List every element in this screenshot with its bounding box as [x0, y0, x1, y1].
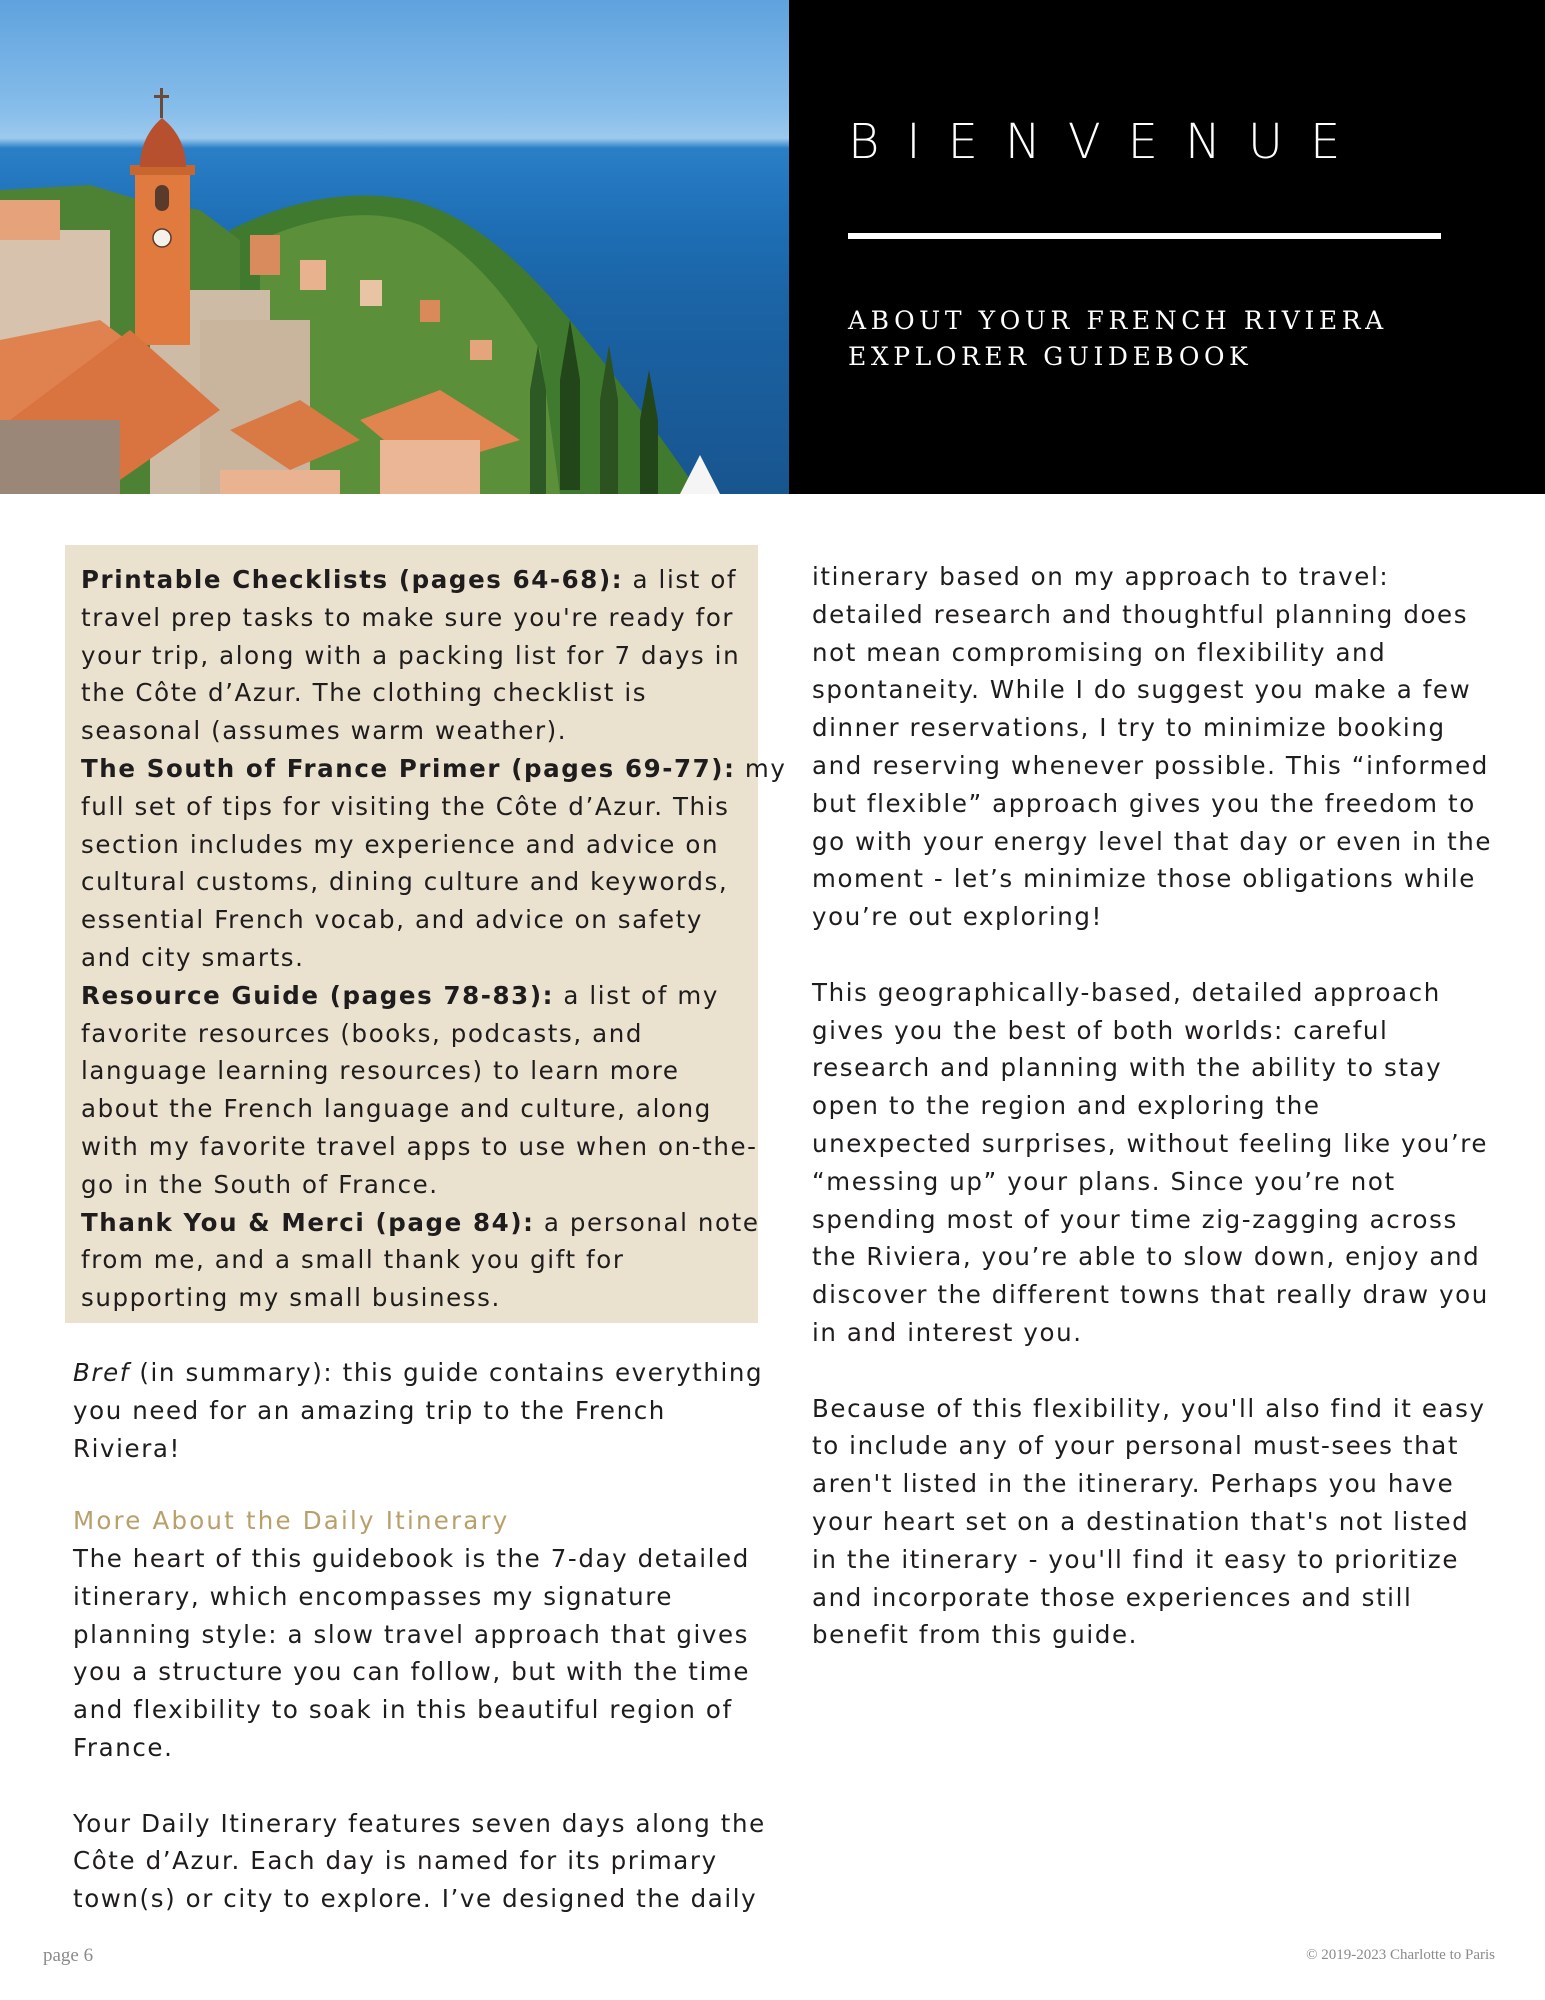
right-column — [812, 558, 1492, 1654]
title-divider — [848, 233, 1441, 239]
left-column — [73, 1354, 766, 1918]
itinerary-paragraph: The heart of this guidebook is the 7-day detailed itinerary, which encompasses my signature planning style: a slow travel approach that gives you a structure you can follow, but with the time and flexibility to soak in this beautiful region of France. — [73, 1543, 750, 1762]
page-header — [0, 0, 1545, 494]
contents-entry-resources: Resource Guide (pages 78-83): a list of my favorite resources (books, podcasts, and language learning resources) to learn more about the French language and culture, along with my favorite travel apps to use when on-the- go in the South of France. — [81, 980, 758, 1199]
entry-label: Resource Guide (pages 78-83): — [81, 980, 555, 1010]
contents-list — [81, 561, 786, 1317]
page-title: BIENVENUE — [848, 114, 1368, 170]
copyright-notice: © 2019-2023 Charlotte to Paris — [1306, 1947, 1495, 1963]
subtitle-line: ABOUT YOUR FRENCH RIVIERA — [848, 306, 1388, 335]
page-subtitle — [848, 303, 1388, 375]
section-heading: More About the Daily Itinerary — [73, 1506, 510, 1536]
entry-label: Printable Checklists (pages 64-68): — [81, 565, 624, 594]
title-panel — [789, 0, 1545, 494]
geography-paragraph: This geographically-based, detailed approach gives you the best of both worlds: careful research and planning with the ability to stay open to the region and exploring the unexpected surprises, without feeling like you’re “messing up” your plans. Since you’re not spending most of your time zig-zagging across the Riviera, you’re able to slow down, enjoy and discover the different towns that really draw you in and interest you. — [812, 977, 1489, 1347]
italic-term: Bref — [73, 1358, 130, 1387]
contents-entry-thank-you: Thank You & Merci (page 84): a personal note from me, and a small thank you gift for supporting my small business. — [81, 1207, 760, 1313]
riviera-photo-illustration — [0, 0, 789, 494]
contents-entry-checklists: Printable Checklists (pages 64-68): a list of travel prep tasks to make sure you're ready for your trip, along with a packing list for 7 days in the Côte d’Azur. The clothing checklist is seasonal (assumes warm weather). — [81, 565, 741, 746]
entry-label: The South of France Primer (pages 69-77): — [81, 753, 736, 783]
subtitle-line: EXPLORER GUIDEBOOK — [848, 342, 1253, 371]
summary-paragraph: Bref (in summary): this guide contains everything you need for an amazing trip to the French Riviera! — [73, 1358, 764, 1463]
approach-paragraph: itinerary based on my approach to travel: detailed research and thoughtful planning does not mean compromising on flexibility and spontaneity. While I do suggest you make a few dinner reservations, I try to minimize booking and reserving whenever possible. This “informed but flexible” approach gives you the freedom to go with your energy level that day or even in the moment - let’s minimize those obligations while you’re out exploring! — [812, 562, 1493, 932]
contents-entry-primer: The South of France Primer (pages 69-77): my full set of tips for visiting the Côte d’Azur. This section includes my experience and advice on cultural customs, dining culture and keywords, essential French vocab, and advice on safety and city smarts. — [81, 753, 787, 972]
entry-label: Thank You & Merci (page 84): — [81, 1207, 535, 1237]
daily-itinerary-paragraph: Your Daily Itinerary features seven days along the Côte d’Azur. Each day is named for its primary town(s) or city to explore. I’ve designed the daily — [73, 1808, 766, 1914]
page-number: page 6 — [43, 1945, 94, 1966]
riviera-photo — [0, 0, 789, 494]
flexibility-paragraph: Because of this flexibility, you'll also find it easy to include any of your personal must-sees that aren't listed in the itinerary. Perhaps you have your heart set on a destination that's not listed in the itinerary - you'll find it easy to prioritize and incorporate those experiences and still benefit from this guide. — [812, 1393, 1486, 1650]
